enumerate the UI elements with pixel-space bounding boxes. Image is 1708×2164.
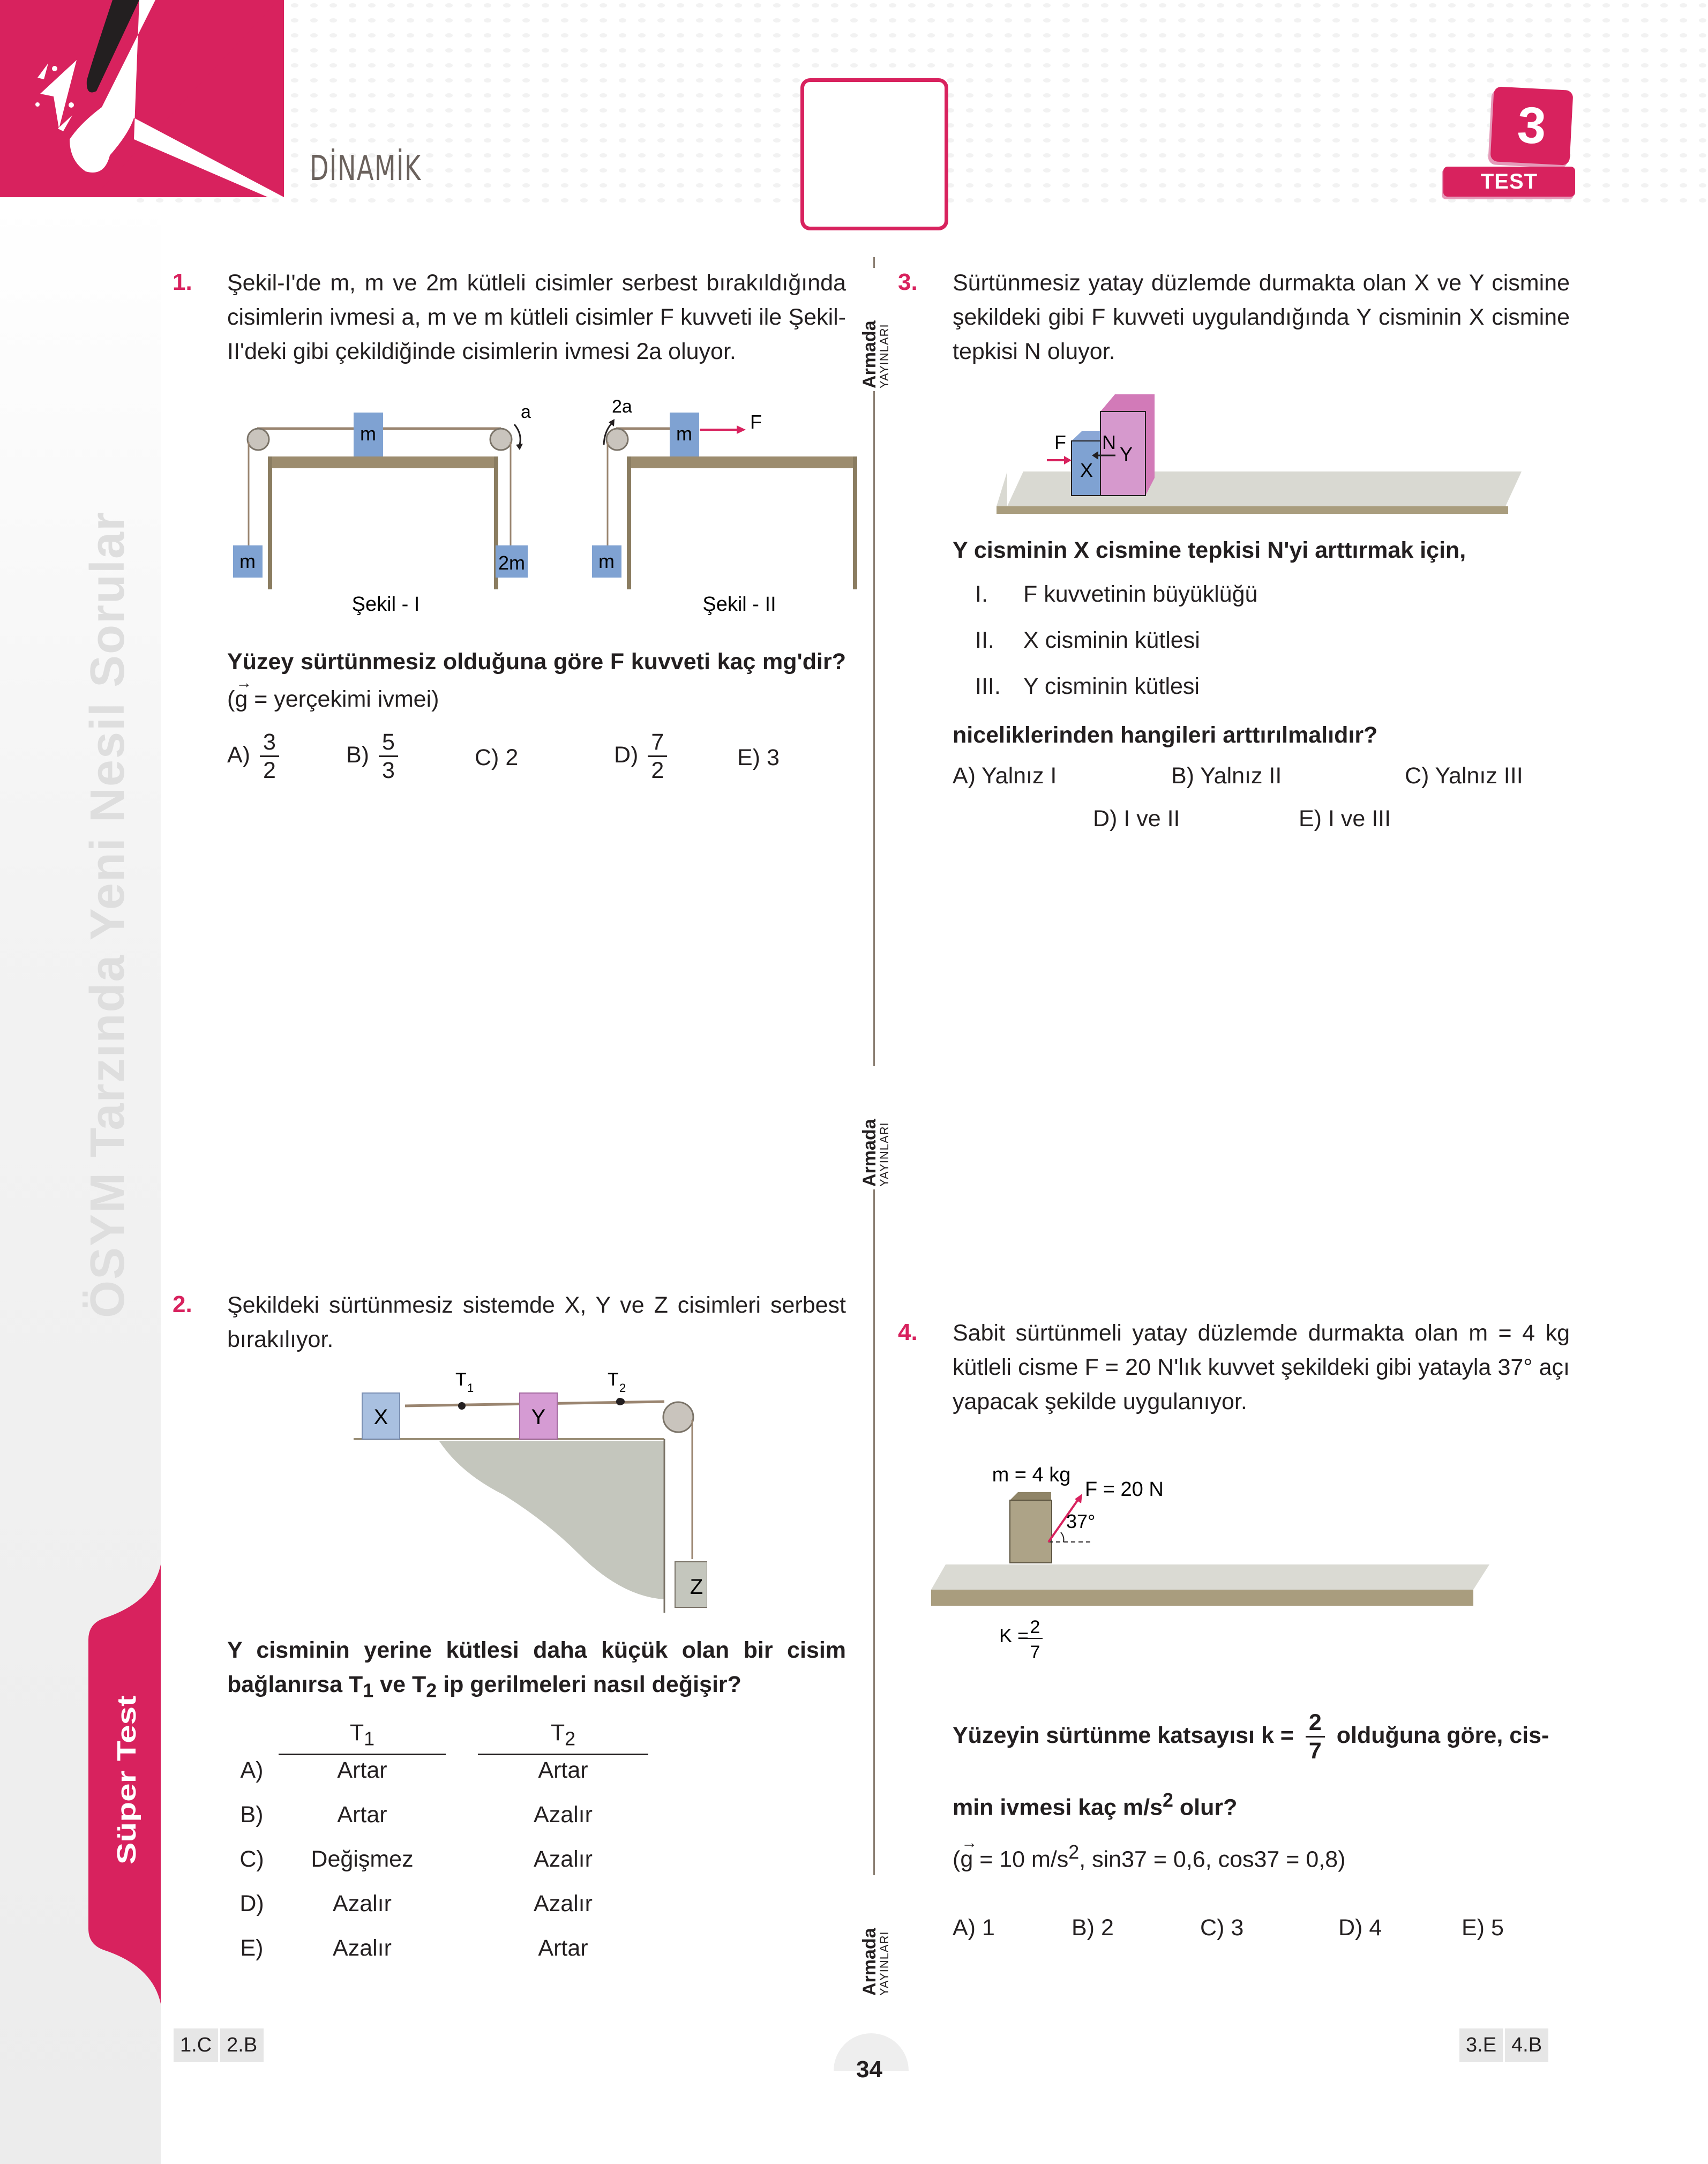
figure-caption: Şekil - II: [702, 593, 776, 616]
question-number: 1.: [173, 269, 192, 295]
question-prompt: Y cisminin X cismine tepkisi N'yi arttırmak için,: [953, 537, 1466, 563]
option-e[interactable]: [737, 745, 780, 771]
option-label: E): [1299, 806, 1322, 832]
col-header: T: [550, 1720, 565, 1746]
series-title: ÖSYM Tarzında Yeni Nesil Sorular: [81, 511, 134, 1318]
t1-point: [458, 1402, 466, 1410]
note-paren: (: [953, 1846, 961, 1873]
prompt-part: Yüzeyin sürtünme katsayısı k =: [953, 1722, 1294, 1748]
pulley-icon: [663, 1402, 693, 1432]
angle-label: 37°: [1066, 1510, 1096, 1532]
option-row[interactable]: [236, 1802, 675, 1846]
option-label: C): [1200, 1915, 1225, 1941]
option-value: 3: [766, 745, 780, 770]
test-number-badge: 3: [1490, 86, 1573, 166]
brand-name: Armada: [859, 1119, 880, 1187]
option-row[interactable]: [236, 1935, 675, 1980]
block-label: X: [1080, 459, 1093, 481]
option-value: Yalnız III: [1435, 763, 1523, 789]
question-prompt: niceliklerinden hangileri arttırılmalıdır?: [953, 722, 1378, 748]
option-e[interactable]: [1299, 806, 1391, 832]
accel-label: a: [521, 402, 531, 422]
option-c[interactable]: [1200, 1915, 1243, 1941]
q4-figure: [884, 1404, 1580, 1704]
gravity-vector: → g: [235, 680, 248, 718]
tension-label: T: [608, 1369, 619, 1390]
figure-1: [233, 402, 531, 616]
brand-sub: YAYINLARI: [878, 1122, 891, 1187]
option-value: I ve II: [1123, 806, 1180, 832]
question-number: 4.: [898, 1319, 918, 1345]
cell-t2: Artar: [538, 1935, 588, 1961]
roman-text: Y cisminin kütlesi: [1023, 673, 1200, 699]
force-arrow-icon: [1064, 456, 1072, 465]
table-body: [236, 1757, 675, 1980]
prompt-line: [227, 1667, 846, 1708]
option-label: A): [953, 1915, 976, 1941]
tension-sub: 2: [619, 1381, 626, 1395]
mass-label: m: [676, 423, 692, 445]
option-label: B): [1171, 763, 1194, 789]
brand-name: Armada: [859, 1928, 880, 1996]
fraction-num: 7: [648, 729, 667, 757]
option-label: A): [953, 763, 976, 789]
prompt-part: bağlanırsa T: [227, 1672, 363, 1697]
brand-sub: YAYINLARI: [878, 324, 891, 388]
option-d[interactable]: [1338, 1915, 1382, 1941]
q2-figure: [343, 1350, 707, 1618]
option-b[interactable]: [346, 729, 398, 784]
block-mass: [1010, 1500, 1052, 1563]
col-header: T: [349, 1720, 364, 1746]
roman-item: [975, 673, 1511, 720]
t2-point: [616, 1398, 624, 1405]
tension-label: T: [455, 1369, 467, 1390]
option-value: Yalnız I: [982, 763, 1057, 789]
option-b[interactable]: [1072, 1915, 1114, 1941]
option-c[interactable]: [1405, 763, 1523, 789]
note-text: = yerçekimi ivmei): [248, 686, 439, 712]
brand-sub: YAYINLARI: [878, 1931, 891, 1996]
accel-label: 2a: [612, 396, 632, 417]
q3-figure: [991, 386, 1527, 514]
answer-options: [227, 729, 849, 793]
option-value: Yalnız II: [1200, 763, 1282, 789]
question-number: 3.: [898, 269, 918, 295]
answer-chip: 4.B: [1505, 2028, 1548, 2062]
option-d[interactable]: [614, 729, 667, 784]
option-value: 2: [1100, 1915, 1114, 1941]
cell-t2: Azalır: [534, 1802, 593, 1828]
answer-key-right: [1459, 2028, 1550, 2062]
page-number: 34: [856, 2056, 882, 2083]
prompt-part: olduğuna göre, cis-: [1336, 1722, 1549, 1748]
cell-t1: Değişmez: [311, 1846, 414, 1872]
question-number: 2.: [173, 1291, 192, 1317]
fraction-den: 7: [1030, 1642, 1040, 1663]
option-value: 3: [1231, 1915, 1244, 1941]
block-label: Y: [1120, 443, 1133, 465]
roman-numeral: II.: [975, 627, 994, 653]
subscript: 2: [565, 1728, 576, 1750]
mass-label: m: [360, 423, 376, 445]
answer-chip: 3.E: [1459, 2028, 1503, 2062]
answer-chip: 2.B: [220, 2028, 264, 2062]
prompt-part: ip gerilmeleri nasıl değişir?: [437, 1672, 741, 1697]
cell-t2: Azalır: [534, 1846, 593, 1872]
superscript: 2: [1163, 1789, 1173, 1811]
tension-sub: 1: [467, 1381, 474, 1395]
block-label: Y: [531, 1405, 546, 1429]
option-d[interactable]: [1093, 806, 1180, 832]
note-text: = 10 m/s: [973, 1846, 1069, 1873]
mass-label: m = 4 kg: [992, 1464, 1071, 1486]
force-label: F = 20 N: [1085, 1478, 1164, 1501]
super-test-label: Süper Test: [111, 1695, 141, 1865]
answer-chip: 1.C: [174, 2028, 218, 2062]
table-surface: [439, 1441, 664, 1599]
option-c[interactable]: [475, 745, 518, 771]
fraction-num: 5: [379, 729, 398, 757]
question-text: Sabit sürtünmeli yatay düzlemde durmakta olan m = 4 kg kütleli cisme F = 20 N'lık kuvvet şekildeki gibi yatayla 37° açı yapacak şekilde uygulanıyor.: [953, 1320, 1570, 1414]
roman-item: [975, 581, 1511, 627]
normal-label: N: [1102, 431, 1116, 453]
roman-list: [975, 581, 1511, 720]
force-label: F: [1054, 431, 1066, 453]
pulley-icon: [606, 429, 628, 450]
cell-t1: Azalır: [333, 1935, 392, 1961]
block-label: X: [373, 1405, 388, 1429]
fraction-den: 7: [1308, 1738, 1322, 1764]
prompt-part: ve T: [373, 1672, 426, 1697]
question-note: [953, 1835, 1570, 1876]
question-prompt: [953, 1783, 1570, 1824]
note-paren: (: [227, 686, 235, 712]
prompt-part: min ivmesi kaç m/s: [953, 1794, 1163, 1821]
cell-t1: Azalır: [333, 1891, 392, 1916]
fraction-num: 2: [1306, 1709, 1325, 1738]
option-label: E): [737, 745, 760, 770]
cell-t2: Artar: [538, 1757, 588, 1783]
question-text: Sürtünmesiz yatay düzlemde durmakta olan X ve Y cismine şekildeki gibi F kuvveti uygulandığında Y cisminin X cismine tepkisi N oluyor.: [953, 270, 1570, 364]
option-label: C): [1405, 763, 1429, 789]
superscript: 2: [1068, 1841, 1080, 1863]
roman-text: F kuvvetinin büyüklüğü: [1023, 581, 1258, 607]
brand-logo: [858, 1875, 890, 1998]
arrow-icon: [516, 444, 523, 450]
cell-t1: Artar: [337, 1757, 387, 1783]
gravity-vector: → g: [960, 1842, 973, 1876]
col-header-t1: [279, 1720, 446, 1755]
roman-numeral: III.: [975, 673, 1001, 699]
col-header-t2: [478, 1720, 648, 1755]
student-name-box[interactable]: [800, 78, 948, 230]
brand-name: Armada: [859, 320, 880, 388]
k-label: K =: [999, 1624, 1029, 1646]
prompt-text: Yüzey sürtünmesiz olduğuna göre F kuvveti kaç mg'dir?: [227, 649, 846, 675]
question-prompt: [953, 1709, 1579, 1764]
option-row[interactable]: [236, 1757, 675, 1802]
mass-label: m: [239, 550, 256, 572]
block-label: Z: [690, 1575, 703, 1599]
mass-label: m: [598, 550, 615, 572]
option-label: C): [239, 1846, 264, 1872]
option-label: A): [240, 1757, 264, 1783]
option-value: 4: [1369, 1915, 1382, 1941]
prompt-note: [227, 686, 439, 712]
option-value: I ve III: [1328, 806, 1391, 832]
option-label: C): [475, 745, 499, 770]
option-value: 5: [1490, 1915, 1504, 1941]
subscript: 1: [364, 1728, 375, 1750]
roman-item: [975, 627, 1511, 673]
option-value: 2: [505, 745, 519, 770]
fraction-den: 3: [382, 758, 395, 783]
pulley-icon: [248, 429, 269, 450]
fraction-num: 3: [260, 729, 279, 757]
cell-t2: Azalır: [534, 1891, 593, 1916]
mass-label: 2m: [498, 552, 526, 574]
pulley-icon: [490, 429, 512, 450]
option-row[interactable]: [236, 1846, 675, 1891]
roman-text: X cisminin kütlesi: [1023, 627, 1200, 653]
force-label: F: [750, 411, 762, 433]
subscript: 1: [363, 1680, 374, 1702]
answer-key-left: [174, 2028, 266, 2062]
subscript: 2: [426, 1680, 437, 1702]
option-label: D): [1093, 806, 1118, 832]
section-title: DİNAMİK: [310, 149, 422, 189]
fraction-den: 2: [263, 758, 276, 783]
option-row[interactable]: [236, 1891, 675, 1935]
option-label: D): [1338, 1915, 1363, 1941]
option-label: D): [614, 742, 639, 768]
brand-logo: [858, 268, 890, 391]
option-b[interactable]: [1171, 763, 1282, 789]
option-label: E): [240, 1935, 264, 1961]
note-text: , sin37 = 0,6, cos37 = 0,8): [1079, 1846, 1346, 1873]
option-label: E): [1462, 1915, 1485, 1941]
question-text: Şekil-I'de m, m ve 2m kütleli cisimler serbest bırakıldığında cisimlerin ivmesi a, m ve m kütleli cisimler F kuvveti ile Şekil-II'deki gibi çekildiğinde cisimlerin ivmesi 2a oluyor.: [227, 270, 846, 364]
option-a[interactable]: [227, 729, 279, 784]
prompt-part: olur?: [1173, 1794, 1238, 1821]
test-label: TEST: [1443, 167, 1575, 197]
figure-2: [592, 396, 857, 616]
option-a[interactable]: [953, 763, 1057, 789]
option-label: B): [346, 742, 369, 768]
force-arrow-icon: [737, 425, 746, 434]
fraction-num: 2: [1030, 1617, 1040, 1637]
angle-arc: [1061, 1532, 1063, 1542]
prompt-line: Y cisminin yerine kütlesi daha küçük olan bir cisim: [227, 1637, 846, 1663]
option-label: D): [239, 1891, 264, 1916]
floor-plane: [931, 1564, 1489, 1590]
option-label: B): [1072, 1915, 1095, 1941]
option-label: B): [240, 1802, 264, 1828]
option-e[interactable]: [1462, 1915, 1504, 1941]
question-prompt: [227, 643, 846, 718]
figure-caption: Şekil - I: [351, 593, 420, 616]
question-text: Şekildeki sürtünmesiz sistemde X, Y ve Z cisimleri serbest bırakılıyor.: [227, 1292, 846, 1352]
cell-t1: Artar: [337, 1802, 387, 1828]
option-value: 1: [982, 1915, 995, 1941]
question-prompt: [227, 1633, 846, 1708]
option-label: A): [227, 742, 250, 768]
q1-figure: [225, 391, 857, 627]
fraction-den: 2: [651, 758, 664, 783]
option-a[interactable]: [953, 1915, 995, 1941]
options-table: [236, 1714, 675, 1980]
roman-numeral: I.: [975, 581, 988, 607]
brand-logo: [858, 1066, 890, 1189]
